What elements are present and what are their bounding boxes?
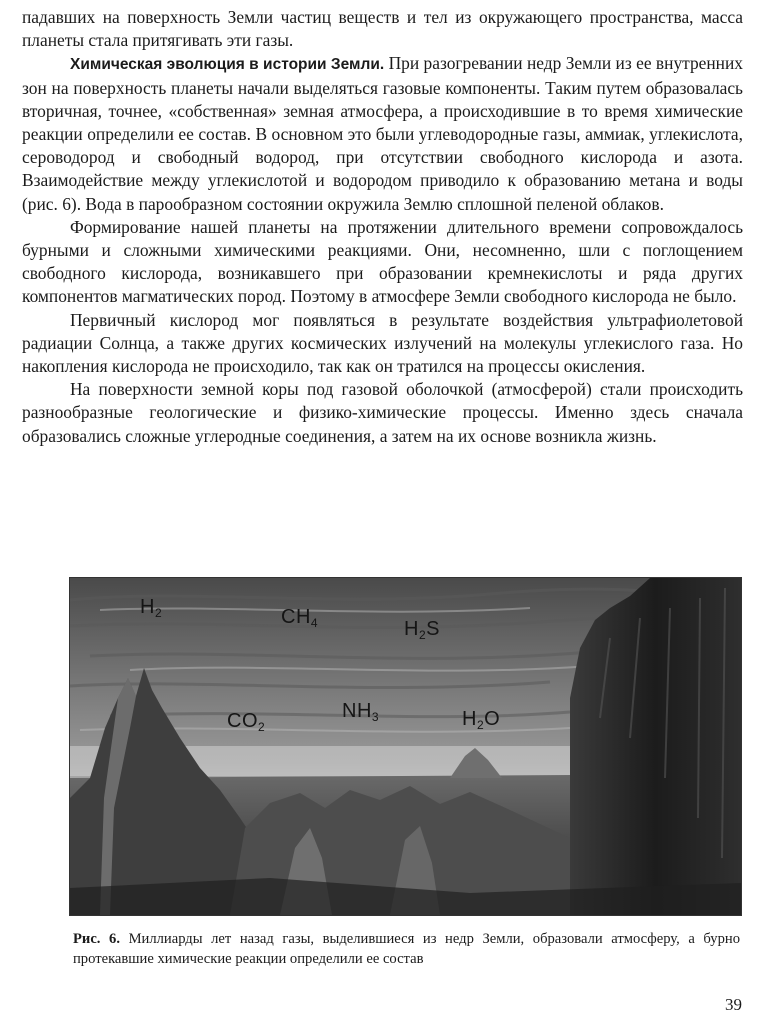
formula-h2o-tail: O [484, 708, 501, 730]
formula-h2s-base: H [404, 618, 419, 640]
formula-h2s [404, 618, 440, 642]
caption-text: Миллиарды лет назад газы, выделившиеся из недр Земли, образовали атмосферу, а бурно протекавшие химические реакции определили ее состав [73, 931, 741, 967]
formula-h2s-tail: S [426, 618, 440, 640]
text-column [22, 6, 743, 448]
formula-co2-sub: 2 [258, 720, 266, 734]
formula-ch4 [281, 606, 318, 630]
formula-co2-base: CO [227, 710, 258, 732]
formula-nh3 [342, 700, 379, 724]
formula-h2 [140, 596, 162, 620]
paragraph-continuation [22, 6, 743, 52]
paragraph-earth-crust [22, 378, 743, 448]
paragraph-text: падавших на поверхность Земли частиц веществ и тел из окружающего пространства, масса планеты стала притягивать эти газы. [22, 7, 743, 51]
formula-h2o-base: H [462, 708, 477, 730]
formula-nh3-sub: 3 [371, 710, 380, 724]
formula-h2-base: H [140, 596, 155, 618]
paragraph-primary-oxygen [22, 309, 743, 379]
formula-h2o-sub: 2 [476, 718, 485, 732]
caption-label: Рис. 6. [73, 931, 120, 947]
formula-h2s-sub: 2 [418, 628, 427, 642]
section-headline: Химическая эволюция в истории Земли. [70, 56, 385, 74]
paragraph-chemical-evolution [22, 52, 743, 215]
page-number: 39 [725, 995, 742, 1014]
figure-primordial-landscape [69, 577, 742, 916]
formula-nh3-base: NH [342, 700, 372, 722]
paragraph-text: Формирование нашей планеты на протяжении длительного времени сопровождалось бурными и сложными химическими реакциями. Они, несомненно, шли с поглощением свободного кислорода, возникавшего при образовании кремнекислоты и ряда других компонентов магматических пород. Поэтому в атмосфере Земли свободного кислорода не было. [22, 216, 743, 307]
formula-ch4-base: CH [281, 606, 311, 628]
paragraph-text: На поверхности земной коры под газовой оболочкой (атмосферой) стали происходить разнообразные геологические и физико-химические процессы. Именно здесь сначала образовались сложные углеродные соединения, а затем на их основе возникла жизнь. [22, 379, 743, 446]
formula-co2 [227, 710, 265, 734]
formula-h2-sub: 2 [154, 606, 163, 620]
paragraph-text: При разогревании недр Земли из ее внутренних зон на поверхность планеты начали выделяться газовые компоненты. Таким путем образовалась вторичная, точнее, «собственная» земная атмосфера, а происходившие в то время химические реакции определили ее состав. В основном это были углеводородные газы, аммиак, углекислота, сероводород и свободный водород, при отсутствии свободного кислорода и азота. Взаимодействие между углекислотой и водородом приводило к образованию метана и воды (рис. 6). Вода в парообразном состоянии окружила Землю сплошной пеленой облаков. [22, 53, 743, 214]
figure-caption [73, 930, 740, 969]
formula-h2o [462, 708, 500, 732]
paragraph-planet-formation [22, 216, 743, 309]
paragraph-text: Первичный кислород мог появляться в результате воздействия ультрафиолетовой радиации Солнца, а также других космических излучений на молекулы углекислого газа. Но накопления кислорода не происходило, так как он тратился на процессы окисления. [22, 309, 743, 377]
formula-ch4-sub: 4 [310, 616, 319, 630]
